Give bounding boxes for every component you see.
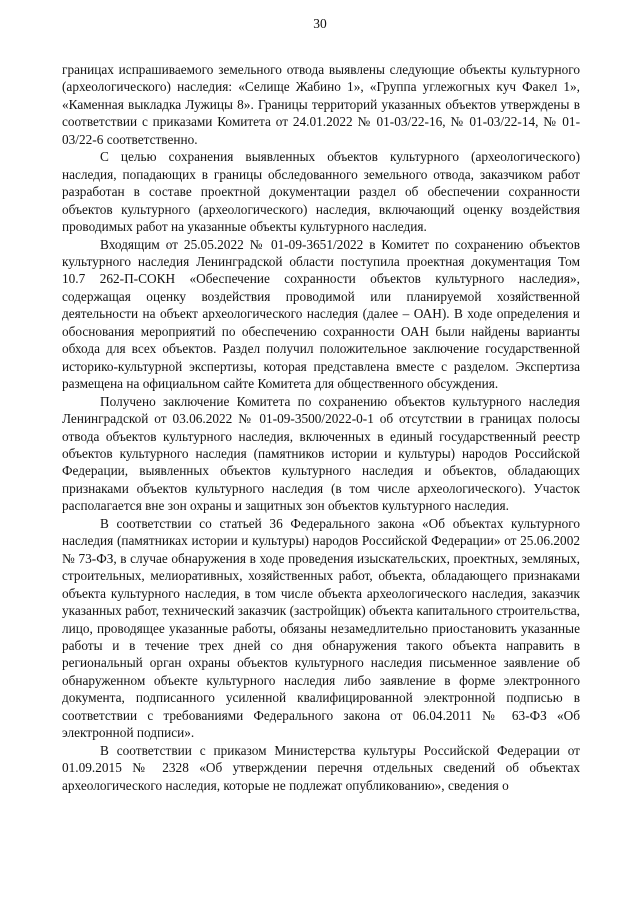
document-body xyxy=(62,61,580,794)
page-number: 30 xyxy=(313,16,327,31)
paragraph: В соответствии с приказом Министерства культуры Российской Федерации от 01.09.2015 № 2328 «Об утверждении перечня отдельных сведений об объектах археологического наследия, которые не подлежат опубликованию», сведения о xyxy=(62,742,580,793)
paragraph: С целью сохранения выявленных объектов культурного (археологического) наследия, попадающих в границы обследованного земельного отвода, заказчиком работ разработан в составе проектной документации раздел об обеспечении сохранности объектов культурного (археологического) наследия, включающий оценку воздействия проводимых работ на указанные объекты культурного наследия. xyxy=(62,149,580,235)
paragraph: Получено заключение Комитета по сохранению объектов культурного наследия Ленинградской от 03.06.2022 № 01-09-3500/2022-0-1 об отсутствии в границах полосы отвода объектов культурного наследия, включенных в единый государственный реестр объектов культурного наследия (памятников истории и культуры) народов Российской Федерации, выявленных объектов культурного наследия и объектов, обладающих признаками объектов культурного наследия (в том числе археологического). Участок располагается вне зон охраны и защитных зон объектов культурного наследия. xyxy=(62,393,580,514)
paragraph: Входящим от 25.05.2022 № 01-09-3651/2022 в Комитет по сохранению объектов культурного наследия Ленинградской области поступила проектная документация Том 10.7 262-П-СОКН «Обеспечение сохранности объектов культурного наследия», содержащая оценку воздействия проводимой или планируемой хозяйственной деятельности на объект археологического наследия (далее – ОАН). В ходе определения и обоснования мероприятий по обеспечению сохранности ОАН были найдены варианты обхода для всех объектов. Раздел получил положительное заключение государственной историко-культурной экспертизы, которая представлена вместе с разделом. Экспертиза размещена на официальном сайте Комитета для общественного обсуждения. xyxy=(62,236,580,392)
paragraph: В соответствии со статьей 36 Федерального закона «Об объектах культурного наследия (памятниках истории и культуры) народов Российской Федерации» от 25.06.2002 № 73-ФЗ, в случае обнаружения в ходе проведения изыскательских, проектных, земляных, строительных, мелиоративных, хозяйственных работ, объекта, обладающего признаками объекта культурного наследия, в том числе объекта археологического наследия, заказчик указанных работ, технический заказчик (застройщик) объекта капитального строительства, лицо, проводящее указанные работы, обязаны незамедлительно приостановить указанные работы и в течение трех дней со дня обнаружения такого объекта направить в региональный орган охраны объектов культурного наследия письменное заявление об обнаруженном объекте культурного наследия либо заявление в форме электронного документа, подписанного усиленной квалифицированной электронной подписью в соответствии с требованиями Федерального закона от 06.04.2011 № 63-ФЗ «Об электронной подписи». xyxy=(62,515,580,741)
paragraph-continuation: границах испрашиваемого земельного отвода выявлены следующие объекты культурного (археологического) наследия: «Селище Жабино 1», «Группа углежогных куч Факел 1», «Каменная выкладка Лужицы 8». Границы территорий указанных объектов утверждены в соответствии с приказами Комитета от 24.01.2022 № 01-03/22-16, № 01-03/22-14, № 01-03/22-6 соответственно. xyxy=(62,62,580,147)
